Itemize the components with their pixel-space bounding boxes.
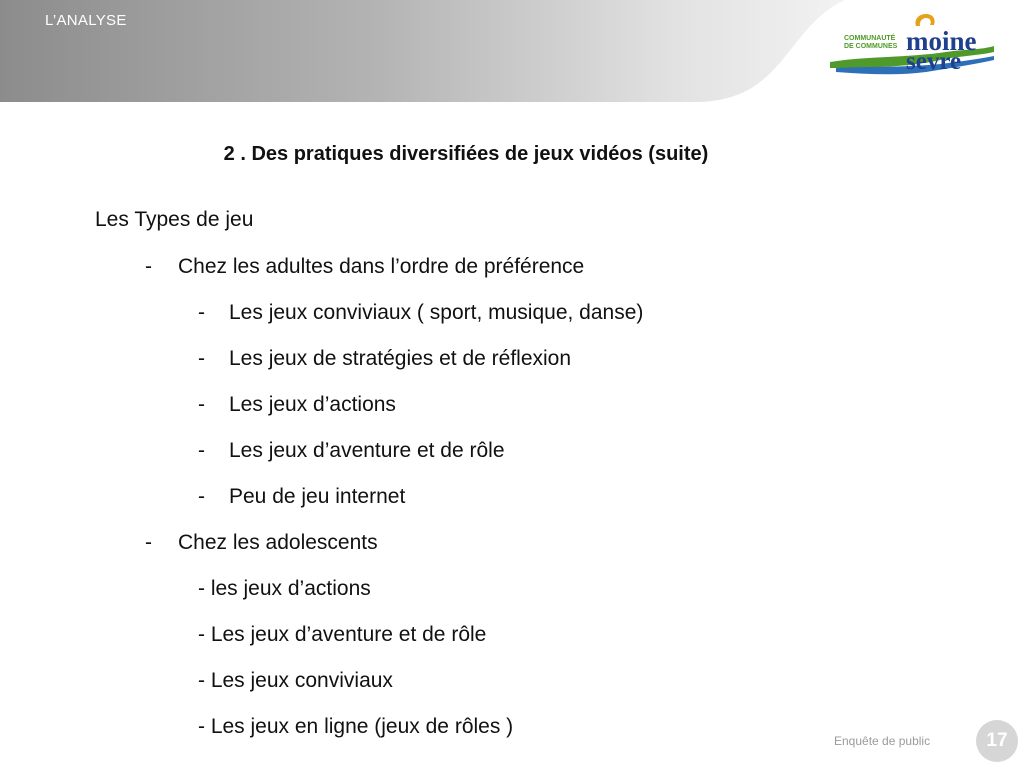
- adults-item: Peu de jeu internet: [229, 485, 406, 508]
- bullet-dash: -: [198, 301, 205, 324]
- bullet-dash: -: [198, 485, 205, 508]
- teens-label: Chez les adolescents: [178, 531, 378, 554]
- logo-word-sevre: sevre: [906, 48, 962, 75]
- page-number: 17: [986, 730, 1008, 751]
- footer-text: Enquête de public: [834, 734, 931, 748]
- bullet-dash: -: [145, 531, 152, 554]
- slide-title: 2 . Des pratiques diversifiées de jeux vidéos (suite): [223, 143, 709, 165]
- logo-word-moine: moine: [906, 26, 977, 56]
- bullet-dash: -: [198, 347, 205, 370]
- logo-line2: DE COMMUNES: [844, 43, 898, 50]
- logo-line1: COMMUNAUTÉ: [844, 35, 896, 42]
- bullet-dash: -: [145, 255, 152, 278]
- bullet-dash: -: [198, 439, 205, 462]
- teens-item: - Les jeux en ligne (jeux de rôles ): [198, 715, 514, 738]
- bullet-dash: -: [198, 393, 205, 416]
- adults-label: Chez les adultes dans l’ordre de préférence: [178, 255, 585, 278]
- teens-item: - Les jeux conviviaux: [198, 669, 393, 692]
- adults-item: Les jeux conviviaux ( sport, musique, danse): [229, 301, 644, 324]
- adults-item: Les jeux d’aventure et de rôle: [229, 439, 505, 462]
- page-number-badge: [976, 720, 1018, 762]
- section-label: L’ANALYSE: [45, 12, 127, 29]
- teens-item: - les jeux d’actions: [198, 577, 371, 600]
- teens-item: - Les jeux d’aventure et de rôle: [198, 623, 487, 646]
- adults-item: Les jeux d’actions: [229, 393, 396, 416]
- moine-sevre-logo: [826, 6, 996, 86]
- adults-item: Les jeux de stratégies et de réflexion: [229, 347, 572, 370]
- types-heading: Les Types de jeu: [95, 208, 254, 231]
